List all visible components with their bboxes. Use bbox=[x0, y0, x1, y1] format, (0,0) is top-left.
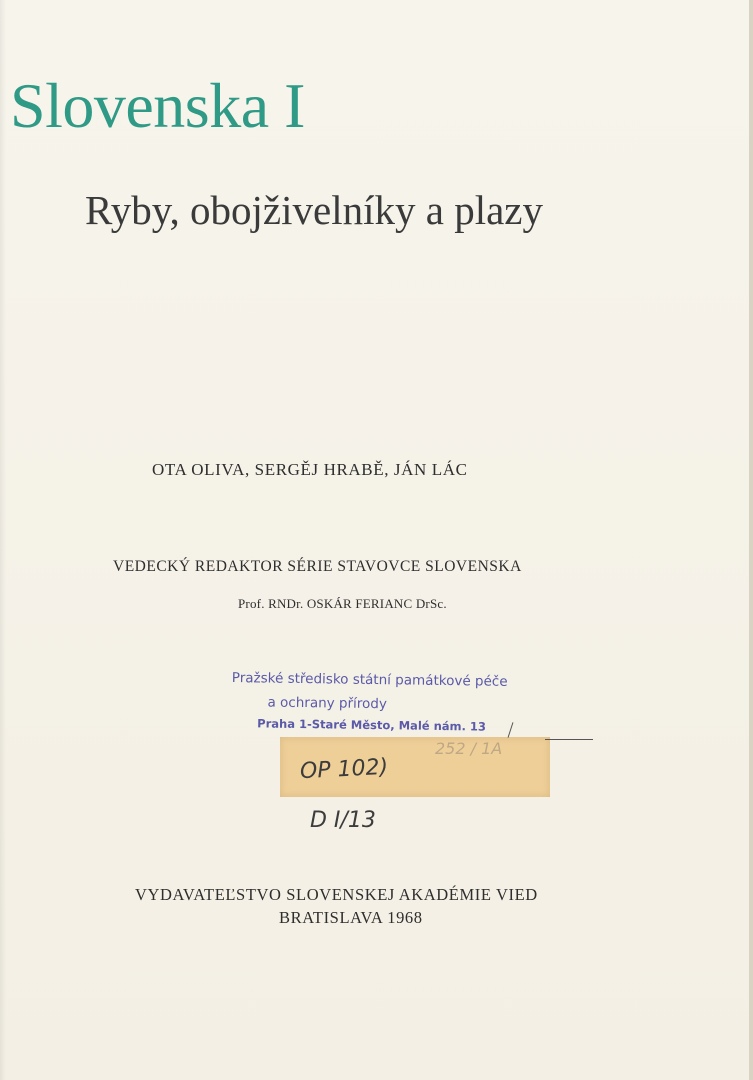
library-stamp bbox=[230, 668, 508, 734]
place-and-year: BRATISLAVA 1968 bbox=[279, 908, 423, 927]
handwritten-call-number: D I/13 bbox=[310, 808, 376, 833]
pencil-line bbox=[545, 739, 593, 740]
pencil-tick-mark bbox=[508, 722, 514, 738]
page-edge bbox=[749, 0, 753, 1080]
book-subtitle: Ryby, obojživelníky a plazy bbox=[85, 187, 543, 233]
editor-role: VEDECKÝ REDAKTOR SÉRIE STAVOVCE SLOVENSKA bbox=[113, 558, 522, 575]
publisher-line: VYDAVATEĽSTVO SLOVENSKEJ AKADÉMIE VIED bbox=[135, 885, 538, 904]
editor-name: Prof. RNDr. OSKÁR FERIANC DrSc. bbox=[238, 596, 447, 611]
stamp-line-address: Praha 1-Staré Město, Malé nám. 13 bbox=[257, 716, 487, 734]
series-title: Slovenska I bbox=[10, 70, 305, 141]
stamp-line-department: a ochrany přírody bbox=[267, 694, 388, 713]
stamp-line-institution: Pražské středisko státní památkové péče bbox=[231, 670, 508, 690]
handwritten-shelf-code: OP 102) bbox=[299, 754, 389, 785]
authors-line: OTA OLIVA, SERGĚJ HRABĚ, JÁN LÁC bbox=[152, 460, 468, 479]
faint-handwritten-number: 252 / 1A bbox=[435, 739, 503, 758]
